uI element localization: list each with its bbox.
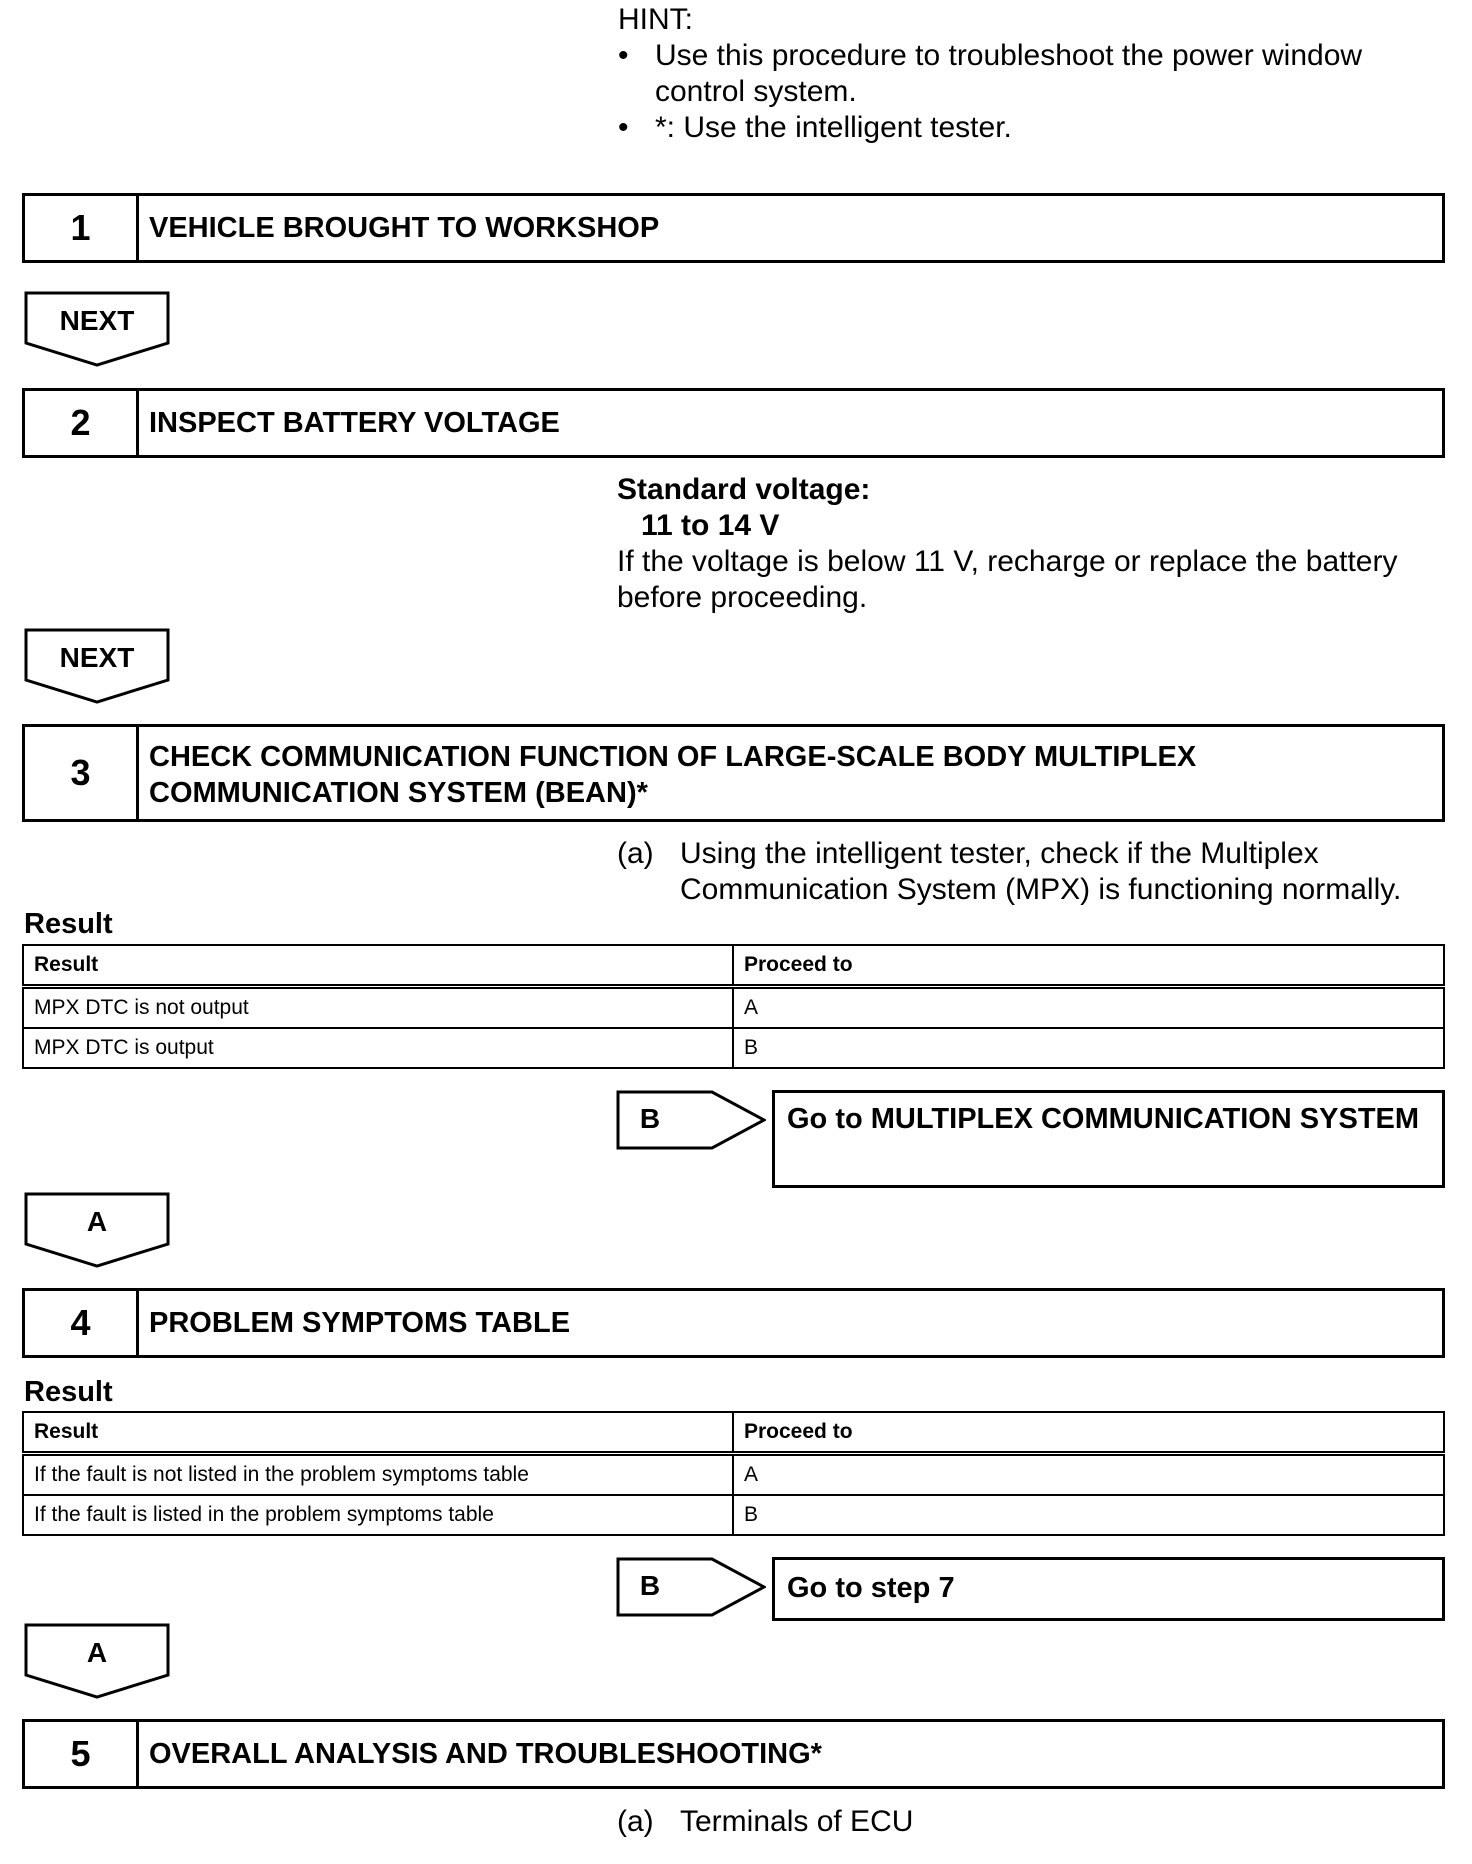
- step-number: 2: [25, 391, 139, 455]
- standard-voltage-label: Standard voltage:: [617, 473, 871, 506]
- hint-item: • Use this procedure to troubleshoot the power window control system.: [615, 38, 1445, 110]
- step-1-box: [22, 193, 1445, 263]
- step-title: OVERALL ANALYSIS AND TROUBLESHOOTING*: [149, 1738, 822, 1770]
- branch-arrow: [616, 1557, 766, 1617]
- table-header-cell: Proceed to: [733, 1412, 1444, 1454]
- table-cell: If the fault is not listed in the problem symptoms table: [23, 1454, 733, 1496]
- table-cell: B: [733, 1495, 1444, 1535]
- table-header-row: [23, 1412, 1444, 1454]
- step-number: 3: [25, 727, 139, 819]
- continue-label: A: [86, 1206, 108, 1237]
- next-arrow: [24, 628, 170, 704]
- branch-label: B: [639, 1103, 661, 1134]
- standard-voltage-value: 11 to 14 V: [641, 509, 780, 542]
- step-3-box: [22, 724, 1445, 822]
- table-header-row: [23, 945, 1444, 987]
- branch-label: B: [639, 1570, 661, 1601]
- table-cell: B: [733, 1028, 1444, 1068]
- step-4-box: [22, 1288, 1445, 1358]
- next-label: NEXT: [59, 642, 135, 673]
- table-cell: A: [733, 987, 1444, 1029]
- step-title: INSPECT BATTERY VOLTAGE: [149, 407, 560, 439]
- step-2-box: [22, 388, 1445, 458]
- next-label: NEXT: [59, 305, 135, 336]
- goto-box: Go to step 7: [772, 1557, 1445, 1621]
- substep-label: (a): [617, 837, 654, 870]
- table-header-cell: Result: [23, 945, 733, 987]
- table-row: [23, 1028, 1444, 1068]
- step-number: 4: [25, 1291, 139, 1355]
- continue-label: A: [86, 1637, 108, 1668]
- goto-box: Go to MULTIPLEX COMMUNICATION SYSTEM: [772, 1090, 1445, 1188]
- table-cell: If the fault is listed in the problem symptoms table: [23, 1495, 733, 1535]
- substep-label: (a): [617, 1805, 654, 1838]
- step-title: CHECK COMMUNICATION FUNCTION OF LARGE-SCALE BODY MULTIPLEX COMMUNICATION SYSTEM (BEAN)*: [149, 741, 1197, 809]
- result-table: [22, 944, 1445, 1069]
- step-5-box: [22, 1719, 1445, 1789]
- table-row: [23, 1495, 1444, 1535]
- continue-arrow: [24, 1192, 170, 1268]
- step-title: VEHICLE BROUGHT TO WORKSHOP: [149, 212, 660, 244]
- result-heading: Result: [24, 1376, 113, 1408]
- result-heading: Result: [24, 908, 113, 940]
- table-cell: MPX DTC is output: [23, 1028, 733, 1068]
- table-cell: MPX DTC is not output: [23, 987, 733, 1029]
- table-row: [23, 1454, 1444, 1496]
- step-number: 1: [25, 196, 139, 260]
- hint-list: [615, 38, 1445, 146]
- step-number: 5: [25, 1722, 139, 1786]
- table-header-cell: Result: [23, 1412, 733, 1454]
- hint-label: HINT:: [618, 3, 693, 36]
- substep-text: Terminals of ECU: [680, 1805, 914, 1838]
- substep-text: Using the intelligent tester, check if the Multiplex Communication System (MPX) is functioning normally.: [680, 837, 1402, 906]
- table-header-cell: Proceed to: [733, 945, 1444, 987]
- branch-arrow: [616, 1090, 766, 1150]
- table-row: [23, 987, 1444, 1029]
- table-cell: A: [733, 1454, 1444, 1496]
- voltage-note: If the voltage is below 11 V, recharge or replace the battery before proceeding.: [617, 545, 1398, 614]
- hint-item: • *: Use the intelligent tester.: [615, 110, 1445, 146]
- result-table: [22, 1411, 1445, 1536]
- next-arrow: [24, 291, 170, 367]
- step-title: PROBLEM SYMPTOMS TABLE: [149, 1307, 571, 1339]
- continue-arrow: [24, 1623, 170, 1699]
